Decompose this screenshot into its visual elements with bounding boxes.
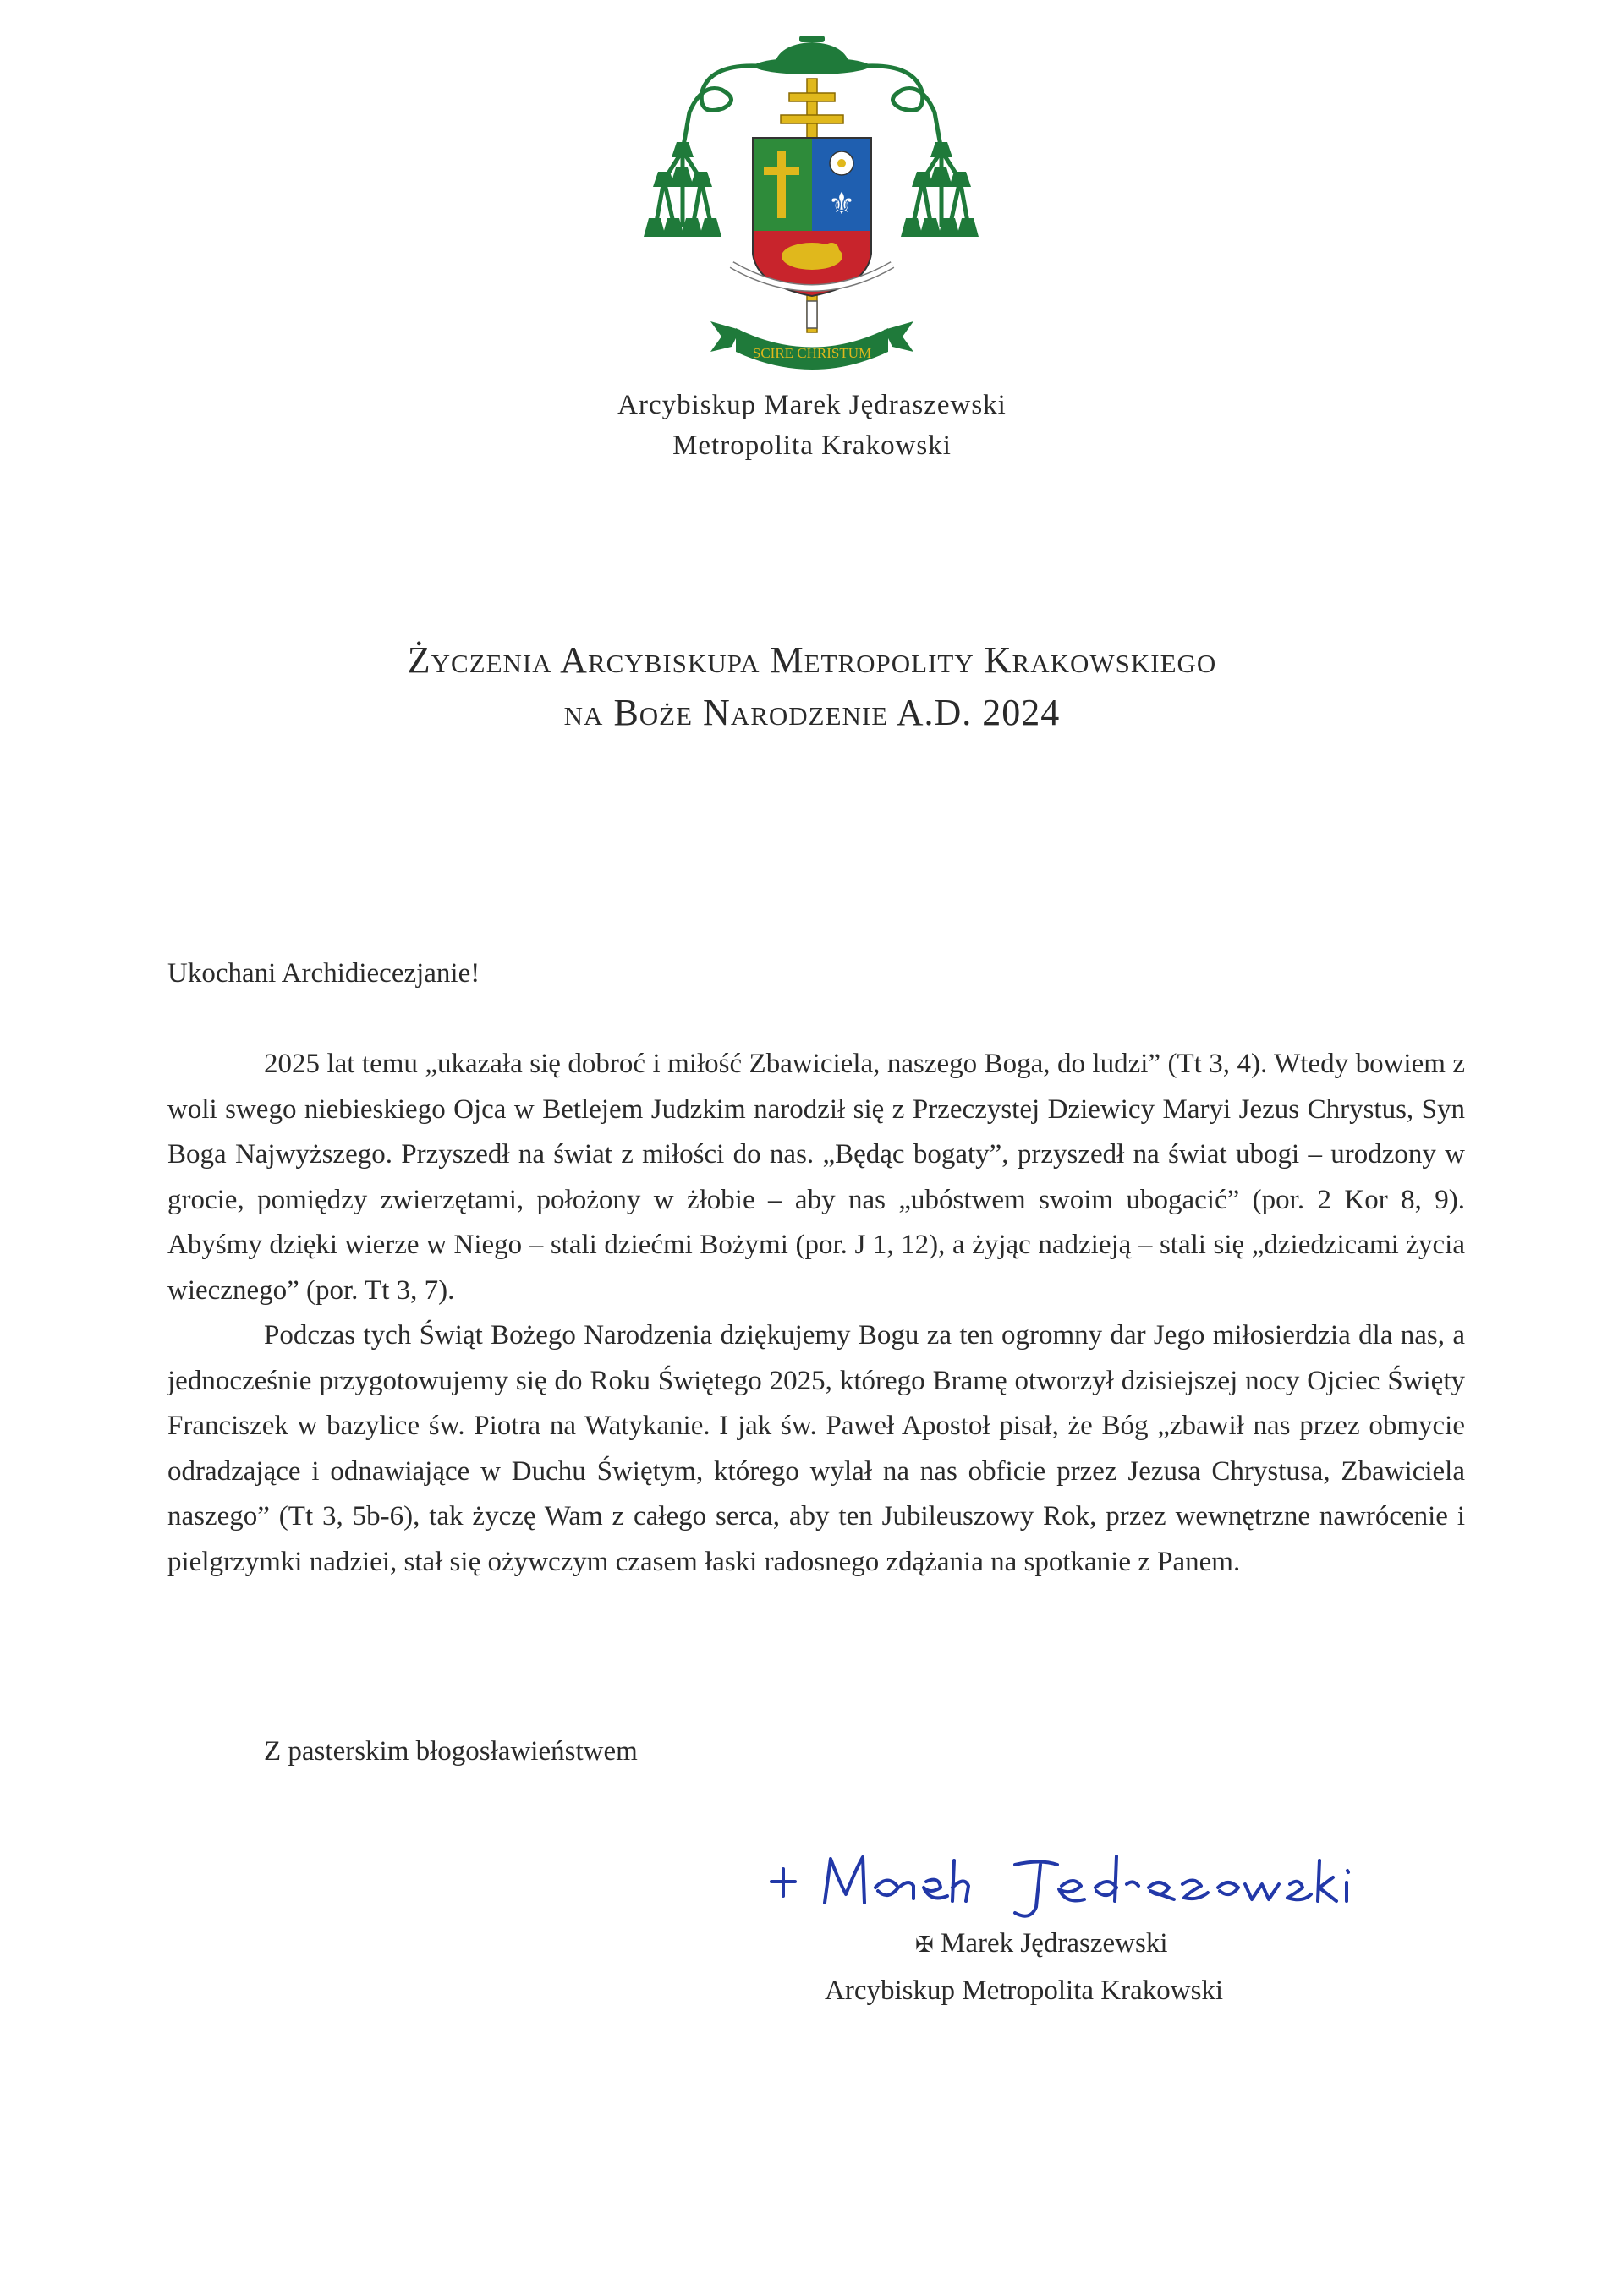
svg-text:SCIRE CHRISTUM: SCIRE CHRISTUM <box>752 345 872 361</box>
signatory-name-text: Marek Jędraszewski <box>941 1928 1168 1959</box>
shield-icon <box>753 138 871 296</box>
coat-of-arms-emblem <box>630 32 994 379</box>
letter-body <box>167 1042 1465 1585</box>
cross-icon: ✠ <box>915 1932 934 1957</box>
signatory-name <box>915 1924 1168 1964</box>
letter-title <box>0 634 1624 739</box>
svg-text:⚜: ⚜ <box>827 187 856 222</box>
salutation: Ukochani Archidiecezjanie! <box>167 958 480 989</box>
closing-line: Z pasterskim błogosławieństwem <box>264 1736 638 1767</box>
paragraph: 2025 lat temu „ukazała się dobroć i miłość Zbawiciela, naszego Boga, do ludzi” (Tt 3, 4). Wtedy bowiem z woli swego niebieskiego Ojca w Betlejem Judzkim narodził się z Przeczystej Dziewicy Maryi Jezus Chrystus, Syn Boga Najwyższego. Przyszedł na świat z miłości do nas. „Będąc bogaty”, przyszedł na świat ubogi – urodzony w grocie, pomiędzy zwierzętami, położony w żłobie – aby nas „ubóstwem swoim ubogacić” (por. 2 Kor 8, 9). Abyśmy dzięki wierze w Niego – stali dziećmi Bożymi (por. J 1, 12), a żyjąc nadzieją – stali się „dziedzicami życia wiecznego” (por. Tt 3, 7). <box>167 1049 1465 1306</box>
paragraph: Podczas tych Świąt Bożego Narodzenia dziękujemy Bogu za ten ogromny dar Jego miłosierdzia dla nas, a jednocześnie przygotowujemy się do Roku Świętego 2025, którego Bramę otworzył dzisiejszej nocy Ojciec Święty Franciszek w bazylice św. Piotra na Watykanie. I jak św. Paweł Apostoł pisał, że Bóg „zbawił nas przez obmycie odradzające i odnawiające w Duchu Świętym, którego wylał na nas obficie przez Jezusa Chrystusa, Zbawiciela naszego” (Tt 3, 5b-6), tak życzę Wam z całego serca, aby ten Jubileuszowy Rok, przez wewnętrzne nawrócenie i pielgrzymki nadziei, stał się ożywczym czasem łaski radosnego zdążania na spotkanie z Panem. <box>167 1320 1465 1577</box>
galero-hat-icon <box>754 36 870 74</box>
author-heading <box>0 385 1624 466</box>
signatory-title: Arcybiskup Metropolita Krakowski <box>825 1975 1224 2006</box>
title-line-2: na Boże Narodzenie A.D. 2024 <box>563 692 1061 733</box>
handwritten-signature <box>761 1835 1413 1928</box>
author-name: Arcybiskup Marek Jędraszewski <box>617 390 1007 420</box>
title-line-1: Życzenia Arcybiskupa Metropolity Krakowskiego <box>407 639 1217 681</box>
author-office: Metropolita Krakowski <box>672 430 952 461</box>
